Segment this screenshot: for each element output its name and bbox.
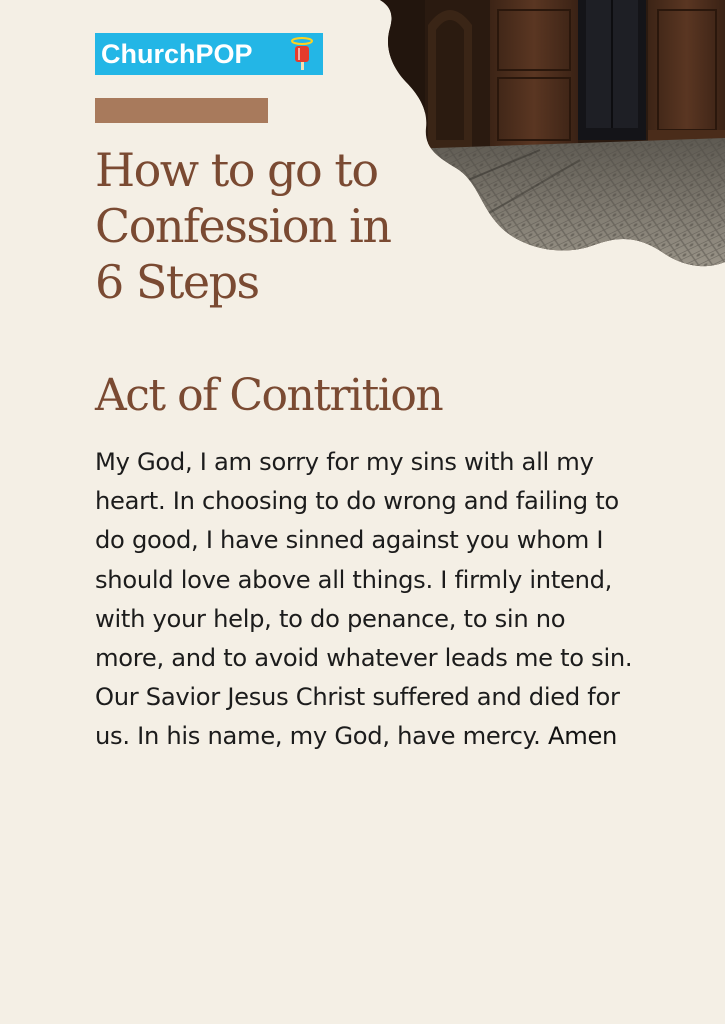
section-heading: Act of Contrition bbox=[95, 370, 443, 421]
prayer-closing: Amen bbox=[547, 722, 618, 751]
prayer-text bbox=[95, 443, 635, 757]
accent-divider-bar bbox=[95, 98, 268, 123]
prayer-body: My God, I am sorry for my sins with all my heart. In choosing to do wrong and failing to do good, I have sinned against you whom I should love above all things. I firmly intend, with your help, to do penance, to sin no more, and to avoid whatever leads me to sin. Our Savior Jesus Christ suffered and died for us. In his name, my God, have mercy. bbox=[95, 448, 633, 751]
page-title: How to go to Confession in 6 Steps bbox=[95, 143, 391, 309]
logo-text: ChurchPOP bbox=[101, 38, 253, 69]
church-interior-photo bbox=[380, 0, 725, 272]
popsicle-halo-icon bbox=[289, 36, 315, 72]
churchpop-logo bbox=[95, 33, 323, 75]
